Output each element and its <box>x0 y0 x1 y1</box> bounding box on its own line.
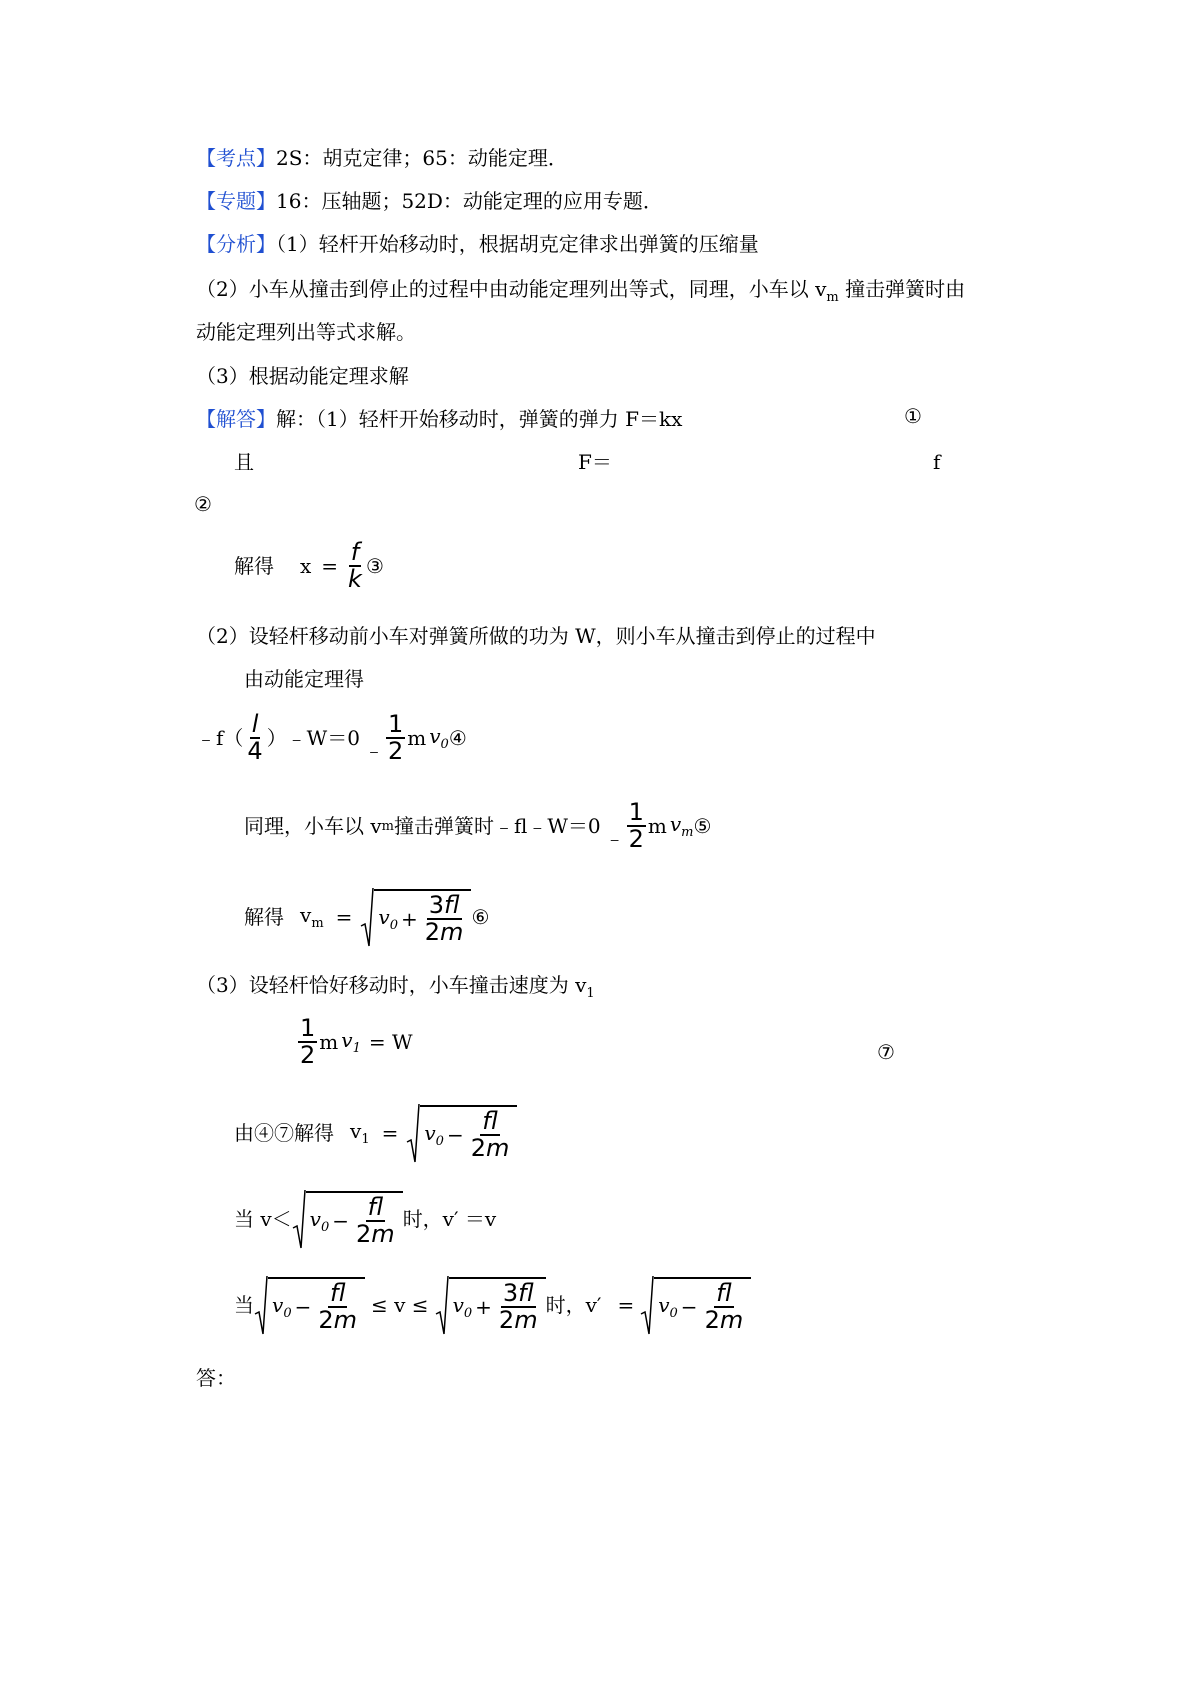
dang-2: 当 <box>234 1293 254 1317</box>
eq-sign-3: = <box>381 1121 399 1145</box>
eq-x <box>234 540 384 592</box>
circle-num-1: ① <box>904 404 922 428</box>
shi-1: 时，v′ ＝v <box>402 1207 497 1231</box>
circle-num-6: ⑥ <box>471 905 490 929</box>
eq-4 <box>196 712 467 764</box>
sqrt-case-1: $v_0$ − $\frac{fl}{2m}$ <box>292 1188 403 1250</box>
fraction-l-over-4 <box>245 712 264 764</box>
m-var-2: m <box>647 814 667 839</box>
kaodian-tag: 【考点】 <box>196 146 276 170</box>
sqrt-case-2c: $v_0$ − $\frac{fl}{2m}$ <box>640 1274 751 1336</box>
eq4-part-a: ﹣f（ <box>196 726 244 751</box>
v0-squared: $v_0$ <box>429 723 449 752</box>
eq7-rhs: = W <box>368 1030 413 1055</box>
jieda-line-1 <box>196 409 682 429</box>
sqrt-case-2b: $v_0$ + $\frac{3fl}{2m}$ <box>435 1274 546 1336</box>
sqrt-vm: $v_0$ + $\frac{3fl}{2m}$ <box>360 886 471 948</box>
kaodian-text: 2S：胡克定律；65：动能定理． <box>276 146 568 170</box>
frac-num-1: 1 <box>387 710 404 738</box>
jiede-label: 解得 <box>234 554 274 579</box>
tongli-a: 同理，小车以 v <box>244 814 382 839</box>
v1-squared: $v_1$ <box>341 1027 361 1056</box>
f-eq-text: F＝ <box>578 450 612 474</box>
fenxi-text-1: （1）轻杆开始移动时，根据胡克定律求出弹簧的压缩量 <box>276 232 759 256</box>
eq-sign-2: = <box>335 905 353 929</box>
circle-num-7: ⑦ <box>877 1040 895 1064</box>
frac-num-f: f <box>350 538 360 566</box>
jieda-tag: 【解答】 <box>196 407 276 431</box>
you-label: 由④⑦解得 <box>234 1121 334 1145</box>
jiede-label-2: 解得 <box>244 905 284 929</box>
fenxi-line-4: （3）根据动能定理求解 <box>196 364 409 388</box>
sqrt-case-2a: $v_0$ − $\frac{fl}{2m}$ <box>254 1274 365 1336</box>
le-v-le: ≤ v ≤ <box>371 1293 429 1317</box>
shi-2: 时，v′ <box>545 1293 602 1317</box>
f-text: f <box>933 450 941 474</box>
eq-case-1 <box>234 1188 496 1250</box>
fenxi-line-1 <box>196 234 759 254</box>
da-label: 答： <box>196 1366 236 1390</box>
eq-5 <box>244 800 711 852</box>
eq4-part-b: ）﹣W＝0 <box>266 726 360 751</box>
vm-var: $v_m$ <box>300 902 324 931</box>
fraction-half <box>386 712 405 764</box>
eq-sign-4: = <box>617 1293 635 1317</box>
frac-den-4: 4 <box>247 737 263 766</box>
eq-6 <box>244 886 489 948</box>
tongli-vm-sub: m <box>381 818 394 834</box>
fraction-f-over-k <box>346 540 364 592</box>
fenxi-tag: 【分析】 <box>196 232 276 256</box>
circle-num-5: ⑤ <box>693 814 712 839</box>
zhuanti-text: 16：压轴题；52D：动能定理的应用专题． <box>276 189 663 213</box>
m-var: m <box>407 726 427 751</box>
qie-text: 且 <box>234 450 254 474</box>
fenxi-vm-sub: m <box>826 290 839 305</box>
fenxi-line-3: 动能定理列出等式求解。 <box>196 320 416 344</box>
tongli-b: 撞击弹簧时﹣fl﹣W＝0 <box>393 814 601 839</box>
zhuanti-line <box>196 191 663 211</box>
eq-sign: = <box>321 554 339 579</box>
x-var: x <box>300 554 312 579</box>
fenxi-text-2a: （2）小车从撞击到停止的过程中由动能定理列出等式，同理，小车以 v <box>196 277 827 301</box>
kaodian-line <box>196 148 568 168</box>
frac-den-k: k <box>348 565 362 594</box>
fraction-half-3: $\frac{1}{2}$ <box>300 1014 316 1070</box>
eq-case-2 <box>234 1274 751 1336</box>
fenxi-text-2b: 撞击弹簧时由 <box>838 277 966 301</box>
frac-num-1b: 1 <box>628 798 644 826</box>
dang-1: 当 v＜ <box>234 1207 292 1231</box>
vm-squared: $v_m$ <box>669 811 694 840</box>
circle-num-4: ④ <box>448 726 467 751</box>
frac-den-2b: 2 <box>628 825 644 854</box>
eq-7 <box>296 1016 413 1068</box>
frac-den-2: 2 <box>387 737 404 766</box>
sqrt-v1: $v_0$ − $\frac{fl}{2m}$ <box>406 1102 517 1164</box>
part2-line-2: 由动能定理得 <box>244 667 364 691</box>
minus-sign: ﹣ <box>363 738 384 763</box>
circle-num-3: ③ <box>365 554 384 579</box>
zhuanti-tag: 【专题】 <box>196 189 276 213</box>
fenxi-line-2 <box>196 279 965 304</box>
m-var-3: m <box>319 1030 339 1055</box>
minus-sign-2: ﹣ <box>604 826 625 851</box>
part3-line: （3）设轻杆恰好移动时，小车撞击速度为 $v_1$ <box>196 973 595 1001</box>
fraction-half-2 <box>627 800 646 852</box>
part2-line-1: （2）设轻杆移动前小车对弹簧所做的功为 W，则小车从撞击到停止的过程中 <box>196 624 876 648</box>
jieda-text-1: 解：（1）轻杆开始移动时，弹簧的弹力 F＝kx <box>276 407 683 431</box>
v1-var: $v_1$ <box>350 1118 370 1147</box>
circle-num-2: ② <box>194 492 212 516</box>
eq-v1 <box>234 1102 517 1164</box>
frac-num-l: l <box>251 710 259 738</box>
